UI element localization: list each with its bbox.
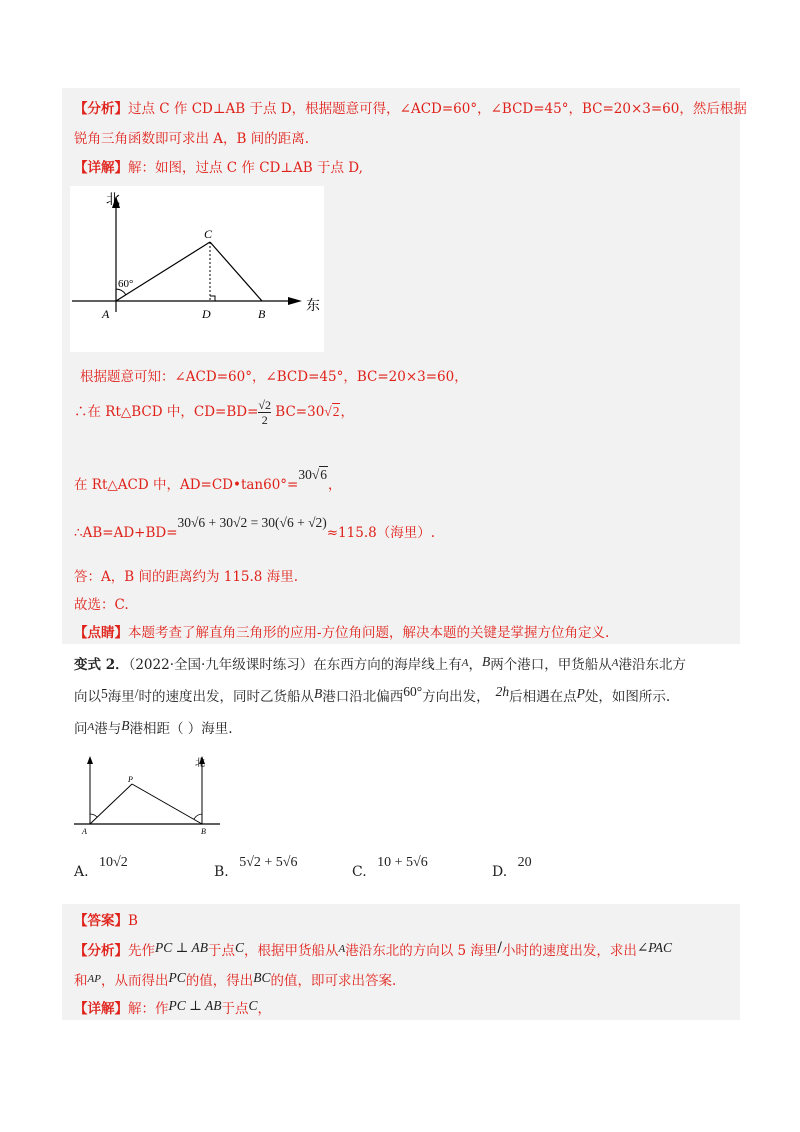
sum-expression: 30√6 + 30√2 = 30(√6 + √2) xyxy=(177,515,327,530)
option-D[interactable]: D. 20 xyxy=(492,855,532,880)
north-label: 北 xyxy=(106,193,120,208)
option-B[interactable]: B. 5√2 + 5√6 xyxy=(214,855,298,880)
comment1-line: 【点睛】本题考查了解直角三角形的应用-方位角问题，解决本题的关键是掌握方位角定义. xyxy=(74,625,610,641)
point-C-label: C xyxy=(204,227,213,241)
analysis-tag: 【分析】 xyxy=(74,101,128,117)
analysis2-line1: 【分析】先作PC ⊥ AB于点C，根据甲货船从$^A$港沿东北的方向以 5 海里/小时的速度出发，求出∠PAC xyxy=(74,940,673,959)
detail2-line: 【详解】解：作PC ⊥ AB于点C， xyxy=(74,998,271,1017)
option-A[interactable]: A. 10√2 xyxy=(74,855,128,880)
angle-arc-B xyxy=(194,814,202,819)
analysis2-line2: 和$^{AP}$，从而得出PC的值，得出BC的值，即可求出答案. xyxy=(74,970,397,989)
analysis1-line2: 锐角三角函数即可求出 A，B 间的距离. xyxy=(74,131,310,147)
fraction-sqrt2-over-2: $\frac{√2}{2}$ xyxy=(258,398,271,427)
value-30sqrt6: 30√6 xyxy=(298,467,328,482)
east-label: 东 xyxy=(306,299,320,314)
figure2-P-label: P xyxy=(128,775,133,784)
point-A-label: A xyxy=(102,307,110,321)
angle-label: 60° xyxy=(118,278,134,290)
variant2-line3: 问$^A$港与B港相距（ ）海里. xyxy=(74,718,233,737)
analysis1-line1: 【分析】过点 C 作 CD⊥AB 于点 D，根据题意可得，∠ACD=60°，∠BCD=45°，BC=20×3=60，然后根据 xyxy=(74,101,747,117)
north-arrow-A-icon xyxy=(87,756,93,764)
figure2-diagram xyxy=(74,752,224,838)
detail2-tag: 【详解】 xyxy=(74,1001,128,1017)
figure1-diagram xyxy=(70,186,324,352)
solution-line4: ∴AB=AD+BD=30√6 + 30√2 = 30(√6 + √2)≈115.8（海里）. xyxy=(74,515,435,541)
analysis2-tag: 【分析】 xyxy=(74,943,128,959)
solution-line2: ∴在 Rt△BCD 中，CD=BD= $\frac{√2}{2}$ BC=30√2， xyxy=(74,398,354,427)
point-B-label: B xyxy=(258,307,266,321)
answer-tag: 【答案】 xyxy=(74,913,128,929)
segment-PB xyxy=(132,784,202,824)
solution-line3: 在 Rt△ACD 中，AD=CD•tan60°=30√6， xyxy=(74,467,342,493)
solution-answer: 答：A，B 间的距离约为 115.8 海里. xyxy=(74,569,298,585)
figure2-B-label: B xyxy=(201,827,206,836)
segment-AP xyxy=(90,784,132,824)
variant2-line2: 向以5海里/时的速度出发，同时乙货船从B港口沿北偏西60°方向出发， 2h后相遇在点P处，如图所示. xyxy=(74,684,671,705)
point-D-label: D xyxy=(202,307,211,321)
angle-arc-A xyxy=(90,814,97,817)
solution-choice: 故选：C. xyxy=(74,597,129,613)
option-C[interactable]: C. 10 + 5√6 xyxy=(352,855,428,880)
answer2-line: 【答案】B xyxy=(74,913,138,929)
detail1-line: 【详解】解：如图，过点 C 作 CD⊥AB 于点 D, xyxy=(74,160,363,176)
figure2-north-label: 北 xyxy=(195,758,205,769)
figure1-background xyxy=(70,186,324,352)
detail-tag: 【详解】 xyxy=(74,160,128,176)
comment-tag: 【点睛】 xyxy=(74,625,128,641)
variant2-line1: 变式 2．（2022·全国·九年级课时练习）在东西方向的海岸线上有$^A$，B两个港口，甲货船从$^A$港沿东北方 xyxy=(74,654,687,673)
variant-label: 变式 2． xyxy=(74,657,129,673)
figure2-A-label: A xyxy=(82,827,87,836)
solution-line1: 根据题意可知：∠ACD=60°，∠BCD=45°，BC=20×3=60， xyxy=(80,369,468,385)
